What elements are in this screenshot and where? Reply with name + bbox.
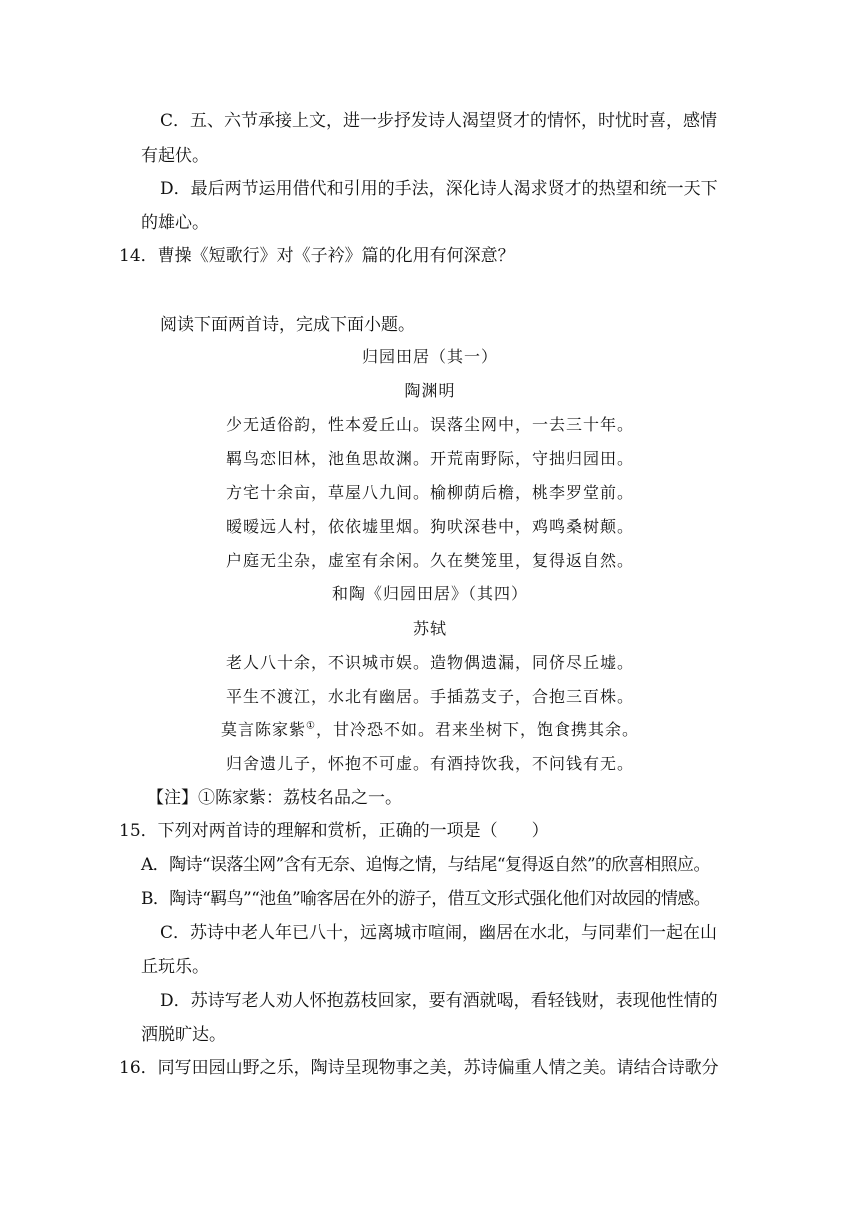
poem2-line: 老人八十余，不识城市娱。造物偶遗漏，同侪尽丘墟。 [225,653,634,672]
q15-option-c-line1: C．苏诗中老人年已八十，远离城市喧闹，幽居在水北，与同辈们一起在山 [160,923,718,943]
q15-option-a: A．陶诗“误落尘网”含有无奈、追悔之情，与结尾“复得返自然”的欣喜相照应。 [141,855,710,875]
poem1-author: 陶渊明 [404,381,456,400]
poem2-line: 平生不渡江，水北有幽居。手插荔支子，合抱三百株。 [225,687,634,706]
poem2-line-with-note [0,718,860,742]
reading-instruction: 阅读下面两首诗，完成下面小题。 [160,315,415,335]
poem1-line: 方宅十余亩，草屋八九间。榆柳荫后檐，桃李罗堂前。 [225,483,634,502]
q13-option-d-line1: D．最后两节运用借代和引用的手法，深化诗人渴求贤才的热望和统一天下 [160,179,718,199]
poem2-author: 苏轼 [412,619,447,638]
poem1-title: 归园田居（其一） [361,347,498,366]
q13-option-d-line2: 的雄心。 [141,213,209,233]
q15-option-c-line2: 丘玩乐。 [141,957,209,977]
poem1-line: 户庭无尘杂，虚室有余闲。久在樊笼里，复得返自然。 [225,551,634,570]
question-16: 16．同写田园山野之乐，陶诗呈现物事之美，苏诗偏重人情之美。请结合诗歌分 [119,1058,719,1078]
q13-option-c-line2: 有起伏。 [141,146,209,166]
poem2-line3-start: 莫言陈家紫 [221,720,307,739]
poem1-line: 羁鸟恋旧林，池鱼思故渊。开荒南野际，守拙归园田。 [225,449,634,468]
poem1-line: 少无适俗韵，性本爱丘山。误落尘网中，一去三十年。 [225,415,634,434]
footnote: 【注】①陈家紫：荔枝名品之一。 [147,788,402,808]
question-14: 14．曹操《短歌行》对《子衿》篇的化用有何深意？ [119,246,515,266]
q15-option-b: B．陶诗“羁鸟”“池鱼”喻客居在外的游子，借互文形式强化他们对故园的情感。 [141,889,711,909]
q15-option-d-line2: 洒脱旷达。 [141,1025,226,1045]
poem2-title: 和陶《归园田居》（其四） [331,584,528,603]
poem1-line: 暧暧远人村，依依墟里烟。狗吠深巷中，鸡鸣桑树颠。 [225,517,634,536]
q15-option-d-line1: D．苏诗写老人劝人怀抱荔枝回家，要有酒就喝，看轻钱财，表现他性情的 [160,991,718,1011]
footnote-marker: ① [306,720,316,732]
question-15-stem: 15．下列对两首诗的理解和赏析，正确的一项是（ ） [119,821,549,841]
poem2-line3-end: ，甘冷恐不如。君来坐树下，饱食携其余。 [315,720,639,739]
q13-option-c-line1: C．五、六节承接上文，进一步抒发诗人渴望贤才的情怀，时忧时喜，感情 [160,111,718,131]
poem2-line: 归舍遗儿子，怀抱不可虚。有酒持饮我，不问钱有无。 [225,754,634,773]
